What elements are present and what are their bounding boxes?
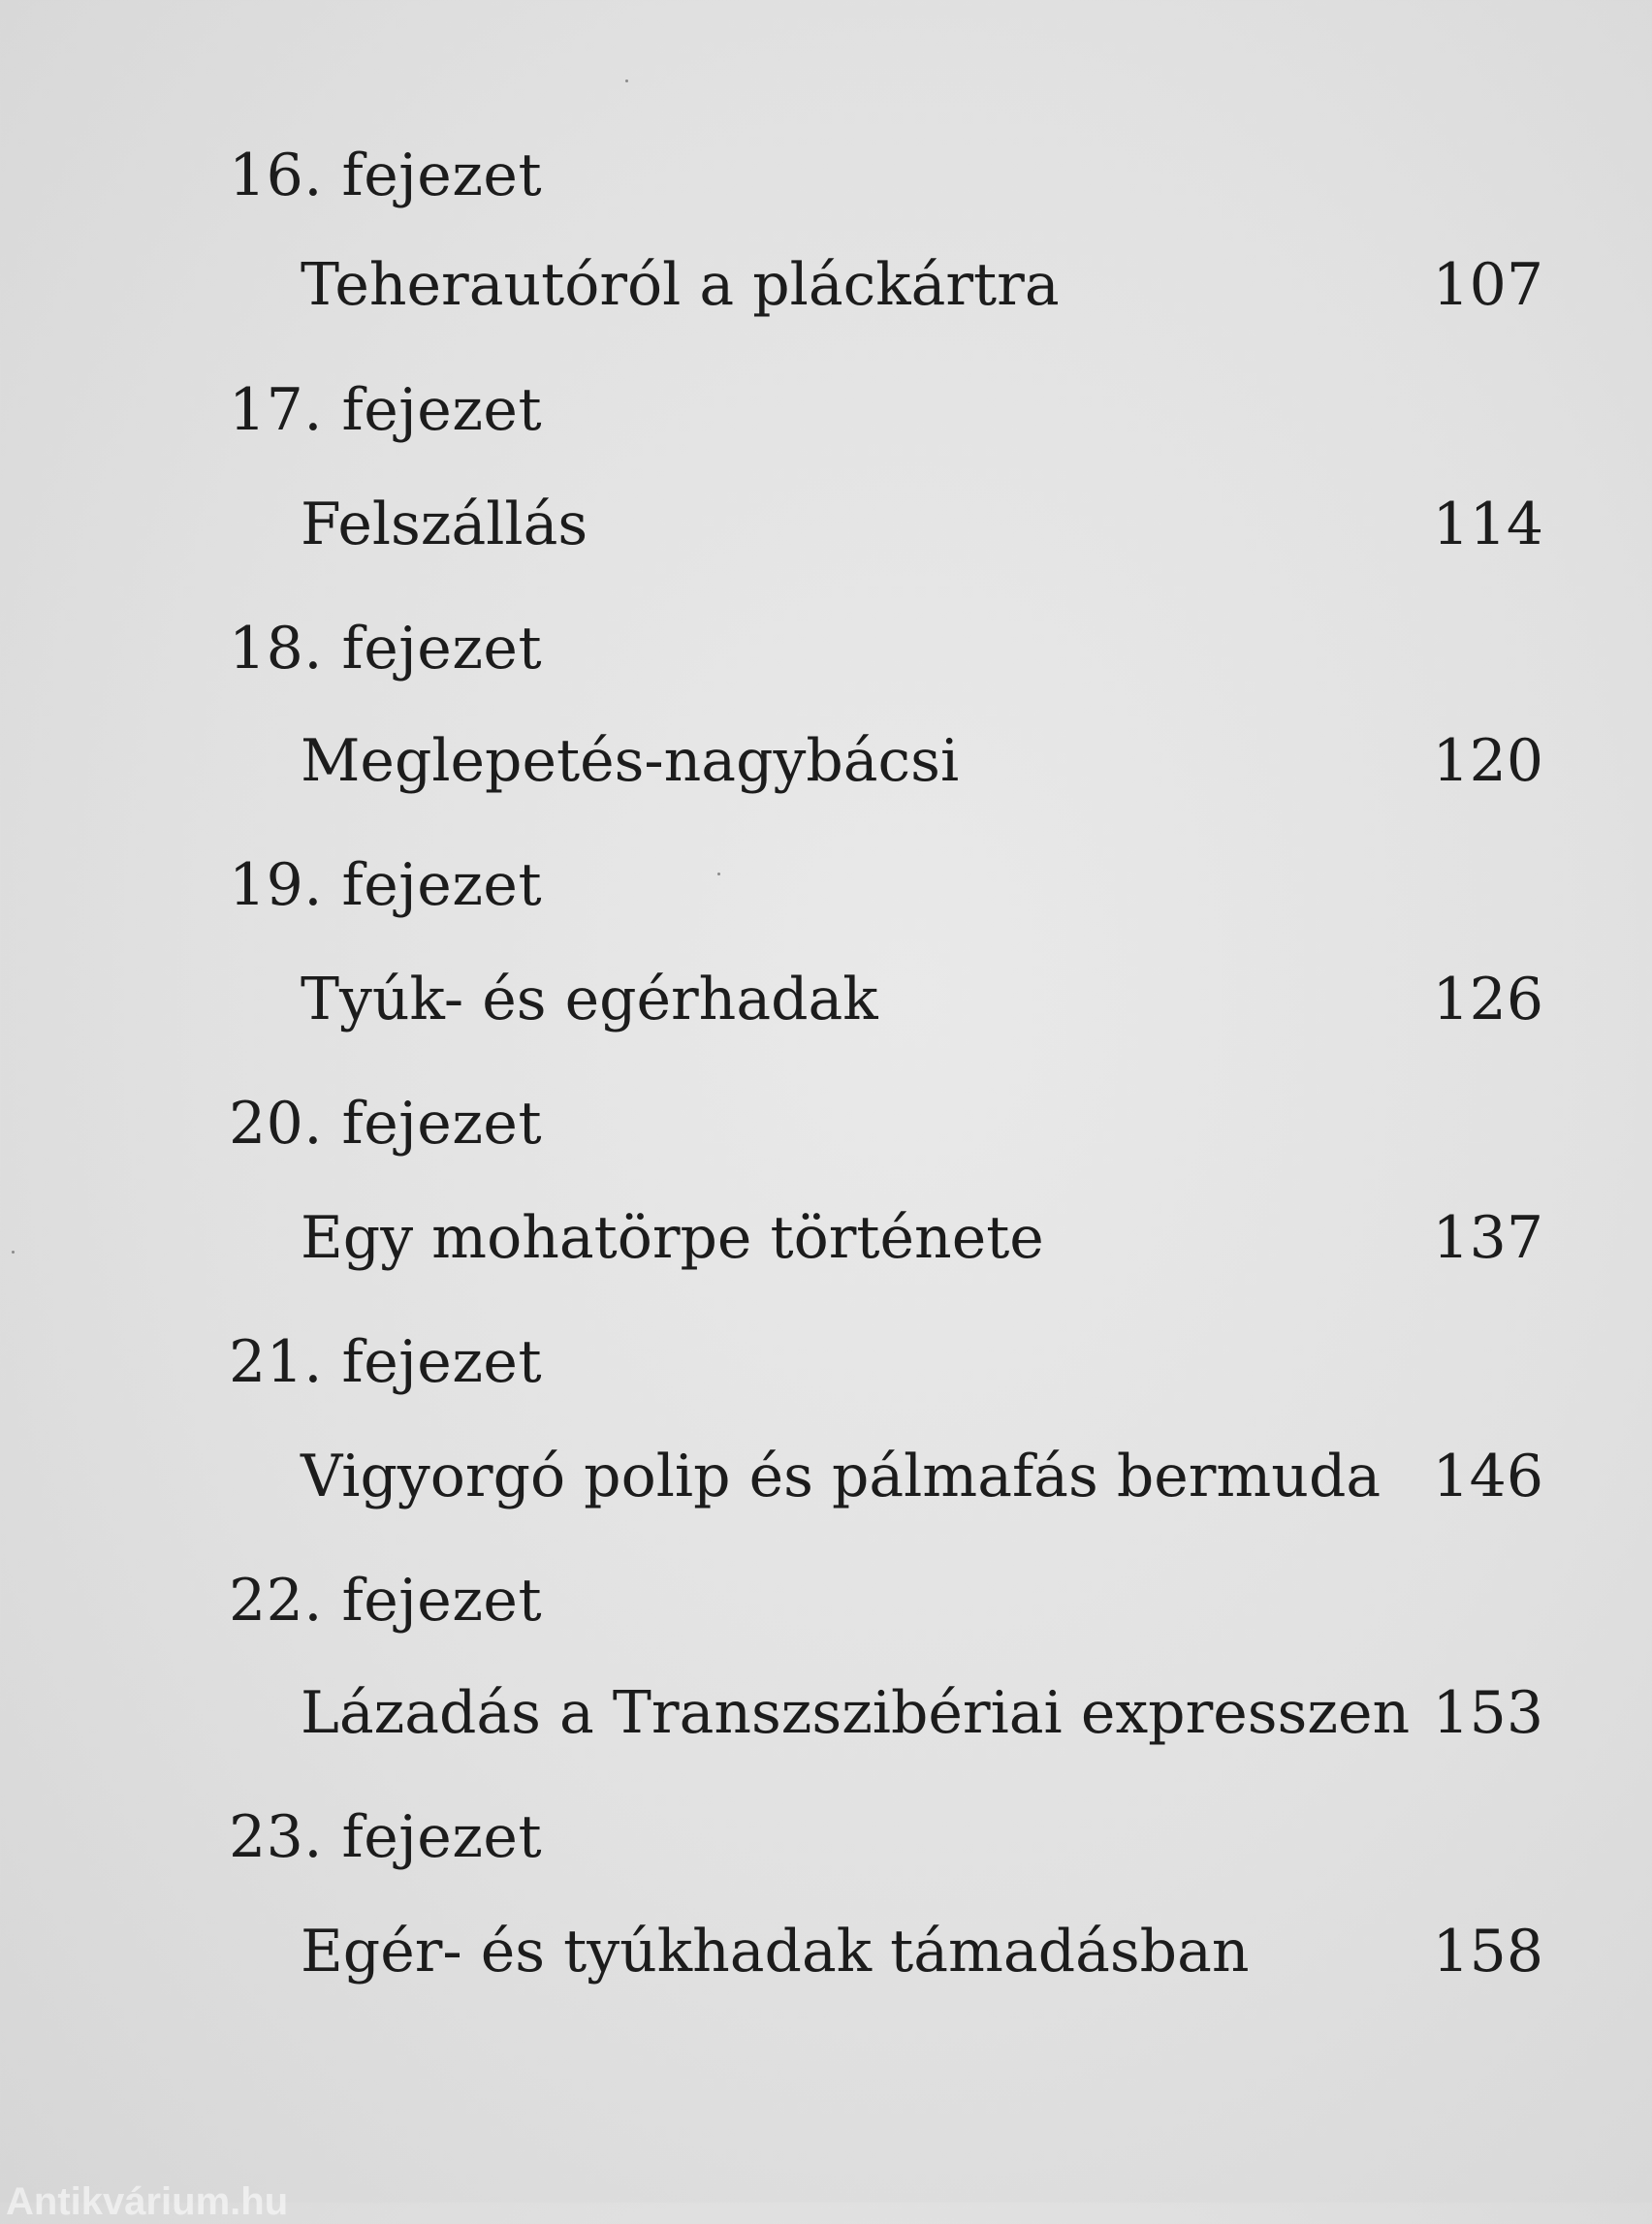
chapter-label-22: 22. fejezet (229, 1567, 543, 1635)
chapter-label-20: 20. fejezet (229, 1090, 543, 1158)
chapter-label-21: 21. fejezet (229, 1328, 543, 1396)
chapter-title-21: Vigyorgó polip és pálmafás bermuda (301, 1443, 1382, 1510)
page-number-20: 137 (1432, 1204, 1543, 1272)
chapter-title-18: Meglepetés-nagybácsi (301, 727, 960, 795)
paper-speck (625, 79, 628, 82)
watermark: Antikvárium.hu (6, 2180, 289, 2223)
chapter-label-23: 23. fejezet (229, 1803, 543, 1871)
chapter-label-19: 19. fejezet (229, 851, 543, 919)
page-number-18: 120 (1432, 727, 1543, 795)
chapter-label-17: 17. fejezet (229, 376, 543, 444)
page-number-21: 146 (1432, 1443, 1543, 1510)
chapter-title-20: Egy mohatörpe története (301, 1204, 1044, 1272)
paper-speck (717, 873, 720, 875)
page-number-16: 107 (1432, 251, 1543, 319)
chapter-title-19: Tyúk- és egérhadak (301, 966, 878, 1033)
page-number-17: 114 (1432, 491, 1543, 558)
chapter-title-16: Teherautóról a pláckártra (301, 251, 1060, 319)
paper-speck (12, 1251, 15, 1254)
chapter-label-16: 16. fejezet (229, 142, 543, 209)
chapter-title-22: Lázadás a Transzszibériai expresszen (301, 1679, 1411, 1747)
chapter-title-17: Felszállás (301, 491, 588, 558)
page-number-19: 126 (1432, 966, 1543, 1033)
chapter-title-23: Egér- és tyúkhadak támadásban (301, 1918, 1250, 1986)
page-number-22: 153 (1432, 1679, 1543, 1747)
page-number-23: 158 (1432, 1918, 1543, 1986)
chapter-label-18: 18. fejezet (229, 615, 543, 683)
